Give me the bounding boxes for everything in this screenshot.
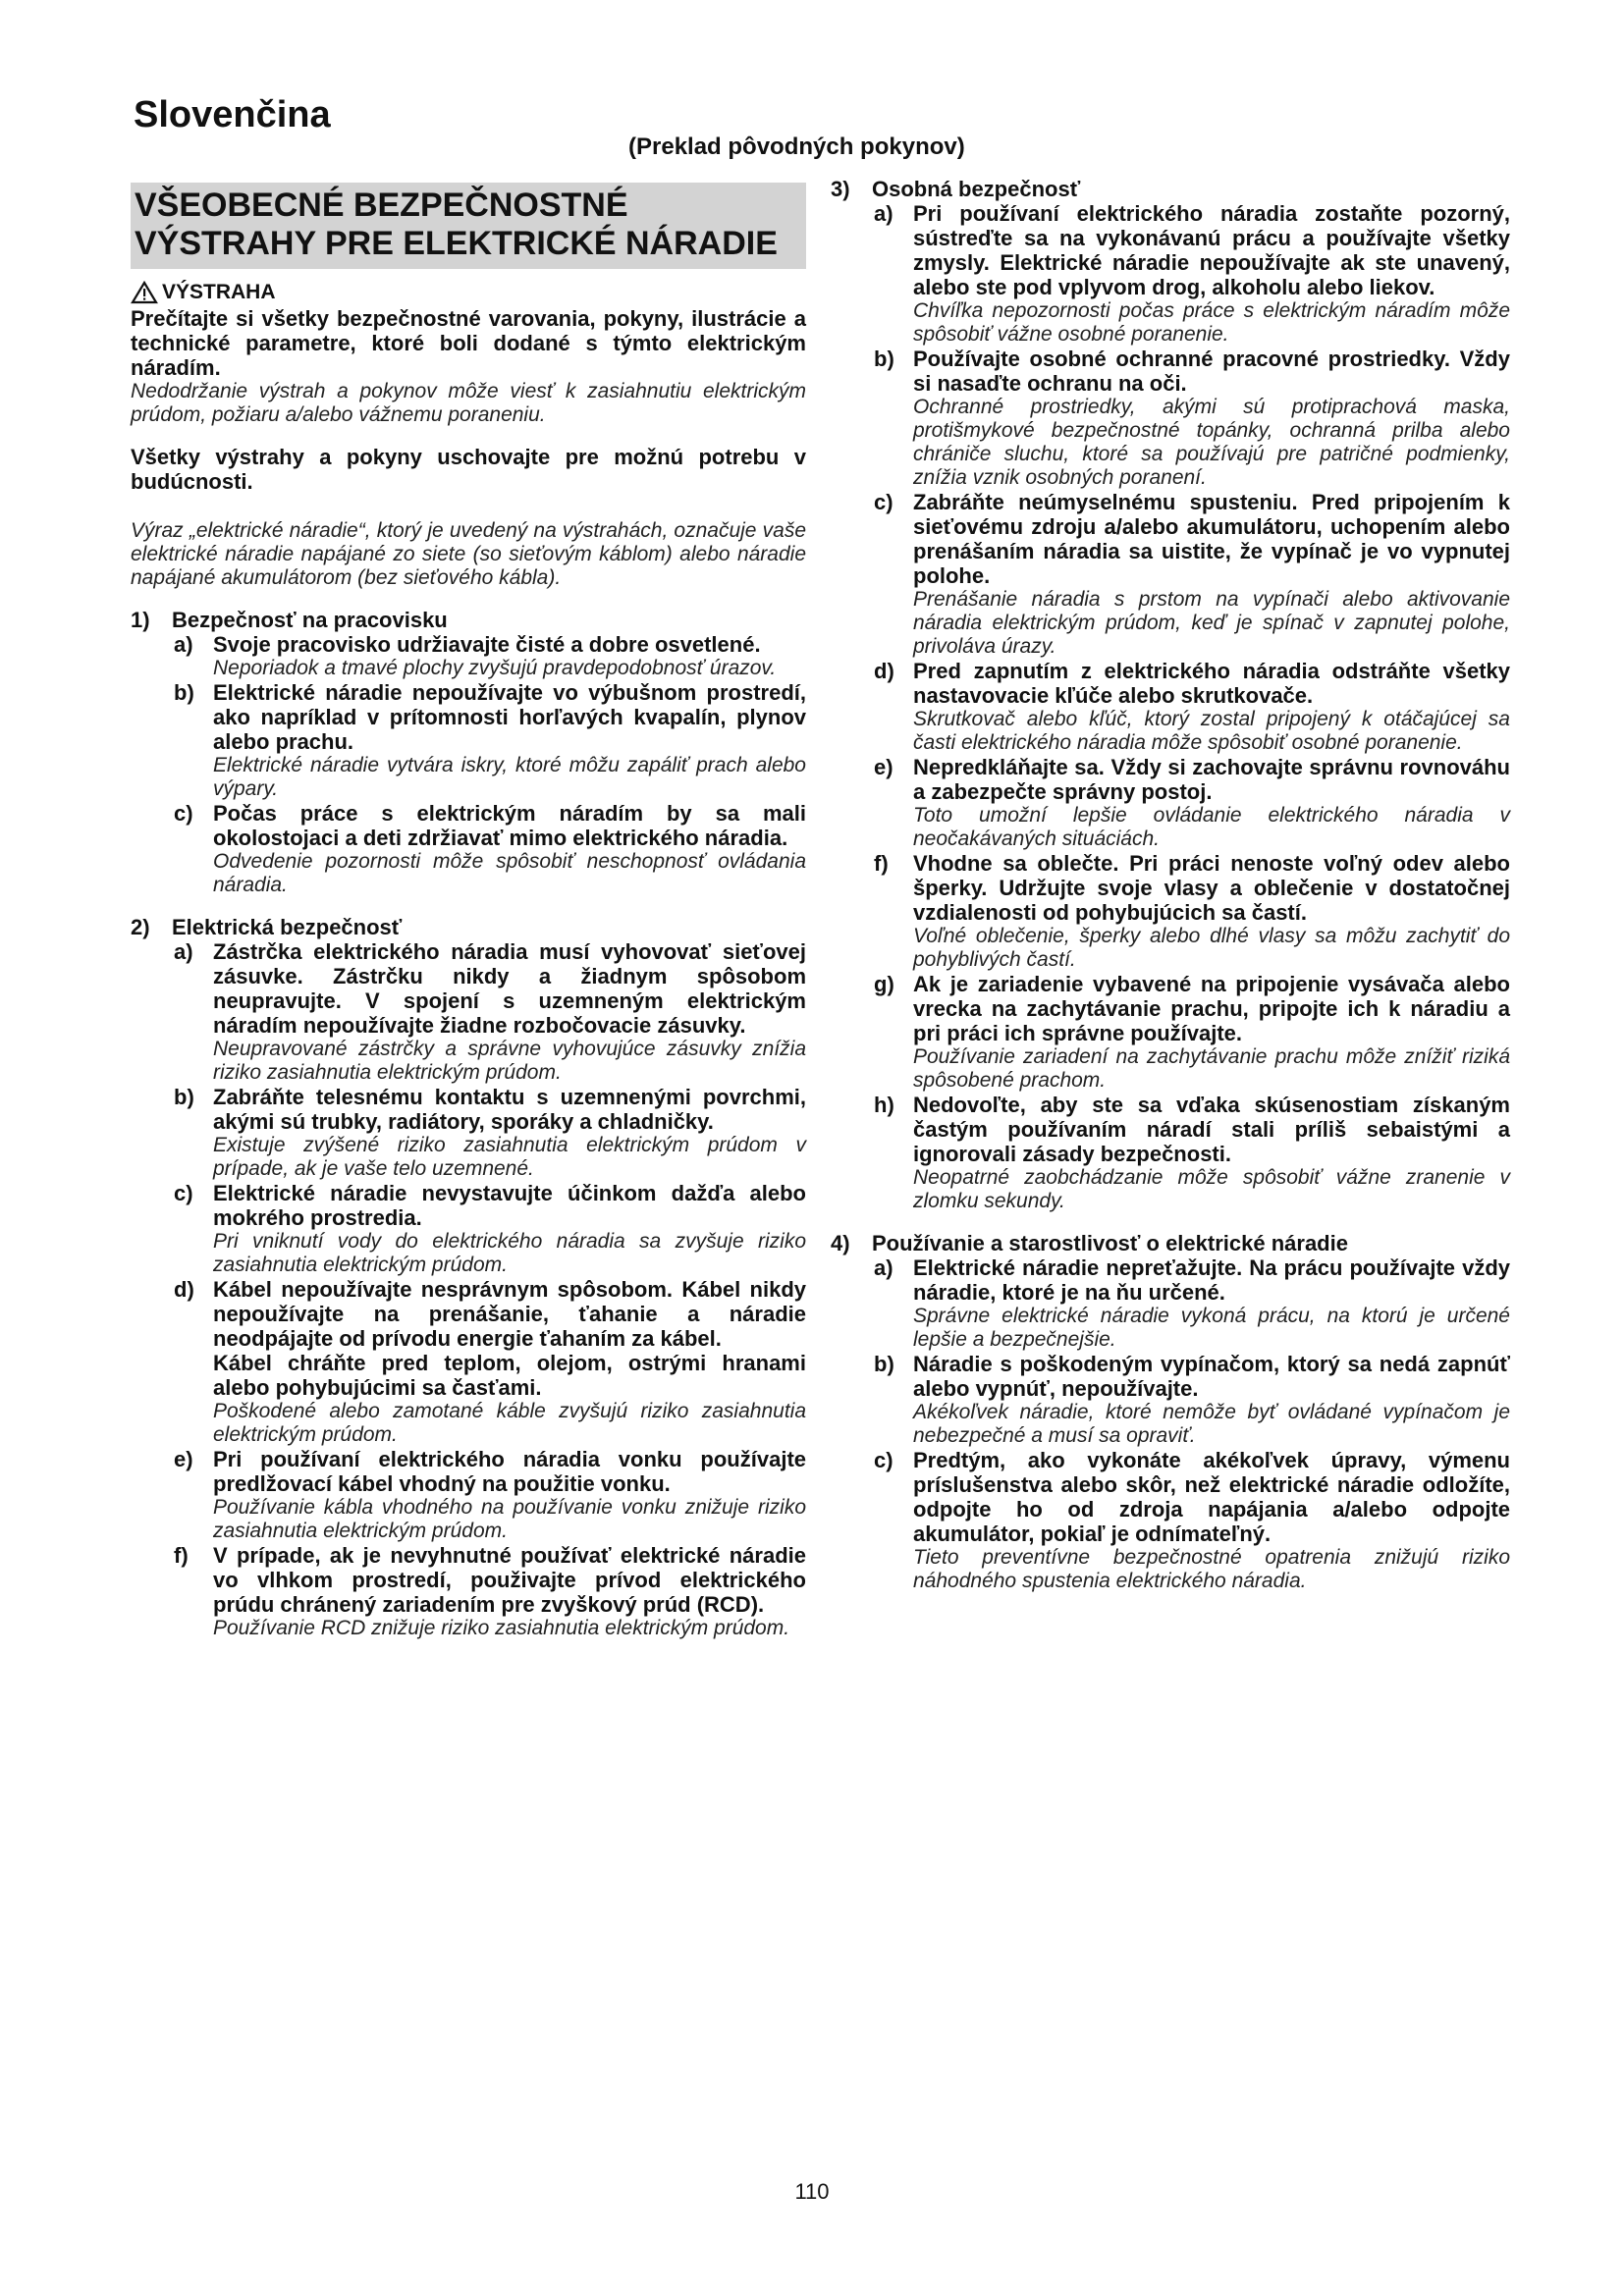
list-item: a) Zástrčka elektrického náradia musí vyhovovať sieťovej zásuvke. Zástrčku nikdy a žiadnym spôsobom neupravujte. V spojení s uzemneným elektrickým náradím nepoužívajte žiadne rozbočovacie zásuvky. Neupravované zástrčky a správne vyhovujúce zásuvky znížia riziko zasiahnutia elektrickým prúdom. [174, 939, 806, 1084]
section-heading: 1) Bezpečnosť na pracovisku [131, 608, 448, 632]
list-item: b) Náradie s poškodeným vypínačom, ktorý sa nedá zapnúť alebo vypnúť, nepoužívajte. Akékoľvek náradie, ktoré nemôže byť ovládané vypínačom je nebezpečné a musí sa opraviť. [874, 1352, 1510, 1447]
term-definition: Výraz „elektrické náradie“, ktorý je uvedený na výstrahách, označuje vaše elektrické náradie napájané zo siete (so sieťovým káblom) alebo náradie napájané akumulátorom (bez sieťového kábla). [131, 519, 806, 589]
section-tool-use-care [831, 1231, 1510, 1593]
warning-heading [131, 281, 806, 304]
language-heading: Slovenčina [134, 94, 331, 135]
page-title: VŠEOBECNÉ BEZPEČNOSTNÉ VÝSTRAHY PRE ELEKTRICKÉ NÁRADIE [135, 187, 778, 262]
left-column [131, 183, 806, 1640]
list-item: d) Pred zapnutím z elektrického náradia odstráňte všetky nastavovacie kľúče alebo skrutkovače. Skrutkovač alebo kľúč, ktorý zostal pripojený k otáčajúcej sa časti elektrického náradia môže spôsobiť osobné poranenie. [874, 659, 1510, 754]
section-electrical-safety [131, 915, 806, 1640]
list-item: e) Pri používaní elektrického náradia vonku používajte predlžovací kábel vhodný na použitie vonku. Používanie kábla vhodného na používanie vonku znižuje riziko zasiahnutia elektrickým prúdom. [174, 1447, 806, 1542]
list-item: b) Používajte osobné ochranné pracovné prostriedky. Vždy si nasaďte ochranu na oči. Ochranné prostriedky, akými sú protiprachová maska, protišmykové bezpečnostné topánky, ochranná prilba alebo chrániče sluchu, ktoré sa používajú pre patričné podmienky, znížia vznik osobných poranení. [874, 347, 1510, 489]
section-work-area [131, 608, 806, 897]
warning-italic-text: Nedodržanie výstrah a pokynov môže viesť k zasiahnutiu elektrickým prúdom, požiaru a/alebo vážnemu poraneniu. [131, 380, 806, 426]
section-heading: 3) Osobná bezpečnosť [831, 177, 1081, 201]
page-number: 110 [794, 2179, 830, 2204]
section-personal-safety [831, 177, 1510, 1213]
list-item: g) Ak je zariadenie vybavené na pripojenie vysávača alebo vrecka na zachytávanie prachu, pripojte ich k náradiu a pri práci ich správne používajte. Používanie zariadení na zachytávanie prachu môže znížiť riziká spôsobené prachom. [874, 972, 1510, 1092]
warning-bold-text: Prečítajte si všetky bezpečnostné varovania, pokyny, ilustrácie a technické parametre, ktoré boli dodané s týmto elektrickým náradím. [131, 306, 806, 380]
keep-instructions: Všetky výstrahy a pokyny uschovajte pre možnú potrebu v budúcnosti. [131, 445, 806, 494]
section-heading: 4) Používanie a starostlivosť o elektrické náradie [831, 1231, 1348, 1255]
warning-triangle-icon [131, 281, 158, 304]
list-item: c) Zabráňte neúmyselnému spusteniu. Pred pripojením k sieťovému zdroju a/alebo akumulátoru, uchopením alebo prenášaním náradia sa uistite, že vypínač je vo vypnutej polohe. Prenášanie náradia s prstom na vypínači alebo aktivovanie náradia elektrickým prúdom, keď je spínač v zapnutej polohe, privoláva úrazy. [874, 490, 1510, 658]
list-item: c) Predtým, ako vykonáte akékoľvek úpravy, výmenu príslušenstva alebo skôr, než elektrické náradie odložíte, odpojte ho od zdroja napájania a/alebo odpojte akumulátor, pokiaľ je odnímateľný. Tieto preventívne bezpečnostné opatrenia znižujú riziko náhodného spustenia elektrického náradia. [874, 1448, 1510, 1592]
section-heading: 2) Elektrická bezpečnosť [131, 915, 403, 939]
right-column [831, 177, 1510, 1593]
list-item: e) Nepredkláňajte sa. Vždy si zachovajte správnu rovnováhu a zabezpečte správny postoj. Toto umožní lepšie ovládanie elektrického náradia v neočakávaných situáciách. [874, 755, 1510, 850]
list-item: b) Elektrické náradie nepoužívajte vo výbušnom prostredí, ako napríklad v prítomnosti horľavých kvapalín, plynov alebo prachu. Elektrické náradie vytvára iskry, ktoré môžu zapáliť prach alebo výpary. [174, 680, 806, 800]
list-item: b) Zabráňte telesnému kontaktu s uzemnenými povrchmi, akými sú trubky, radiátory, sporáky a chladničky. Existuje zvýšené riziko zasiahnutia elektrickým prúdom v prípade, ak je vaše telo uzemnené. [174, 1085, 806, 1180]
list-item: f) Vhodne sa oblečte. Pri práci nenoste voľný odev alebo šperky. Udržujte svoje vlasy a oblečenie v dostatočnej vzdialenosti od pohybujúcich sa častí. Voľné oblečenie, šperky alebo dlhé vlasy sa môžu zachytiť do pohyblivých častí. [874, 851, 1510, 971]
list-item: a) Elektrické náradie nepreťažujte. Na prácu používajte vždy náradie, ktoré je na ňu určené. Správne elektrické náradie vykoná prácu, na ktorú je určené lepšie a bezpečnejšie. [874, 1255, 1510, 1351]
title-box [131, 183, 806, 269]
list-item: f) V prípade, ak je nevyhnutné používať elektrické náradie vo vlhkom prostredí, použivajte prívod elektrického prúdu chránený zariadením pre zvyškový prúd (RCD). Používanie RCD znižuje riziko zasiahnutia elektrickým prúdom. [174, 1543, 806, 1639]
list-item: h) Nedovoľte, aby ste sa vďaka skúsenostiam získaným častým používaním náradí stali príliš sebaistými a ignorovali zásady bezpečnosti. Neopatrné zaobchádzanie môže spôsobiť vážne zranenie v zlomku sekundy. [874, 1093, 1510, 1212]
list-item: c) Počas práce s elektrickým náradím by sa mali okolostojaci a deti zdržiavať mimo elektrického náradia. Odvedenie pozornosti môže spôsobiť neschopnosť ovládania náradia. [174, 801, 806, 896]
list-item: a) Pri používaní elektrického náradia zostaňte pozorný, sústreďte sa na vykonávanú prácu a používajte všetky zmysly. Elektrické náradie nepoužívajte ak ste unavený, alebo ste pod vplyvom drog, alkoholu alebo liekov. Chvíľka nepozornosti počas práce s elektrickým náradím môže spôsobiť vážne osobné poranenie. [874, 201, 1510, 346]
list-item: d) Kábel nepoužívajte nesprávnym spôsobom. Kábel nikdy nepoužívajte na prenášanie, ťahanie a náradie neodpájajte od prívodu energie ťahaním za kábel. Kábel chráňte pred teplom, olejom, ostrými hranami alebo pohybujúcimi sa časťami. Poškodené alebo zamotané káble zvyšujú riziko zasiahnutia elektrickým prúdom. [174, 1277, 806, 1446]
warning-label: VÝSTRAHA [162, 281, 276, 303]
list-item: c) Elektrické náradie nevystavujte účinkom dažďa alebo mokrého prostredia. Pri vniknutí vody do elektrického náradia sa zvyšuje riziko zasiahnutia elektrickým prúdom. [174, 1181, 806, 1276]
translation-note: (Preklad pôvodných pokynov) [628, 133, 965, 160]
list-item: a) Svoje pracovisko udržiavajte čisté a dobre osvetlené. Neporiadok a tmavé plochy zvyšujú pravdepodobnosť úrazov. [174, 632, 777, 679]
